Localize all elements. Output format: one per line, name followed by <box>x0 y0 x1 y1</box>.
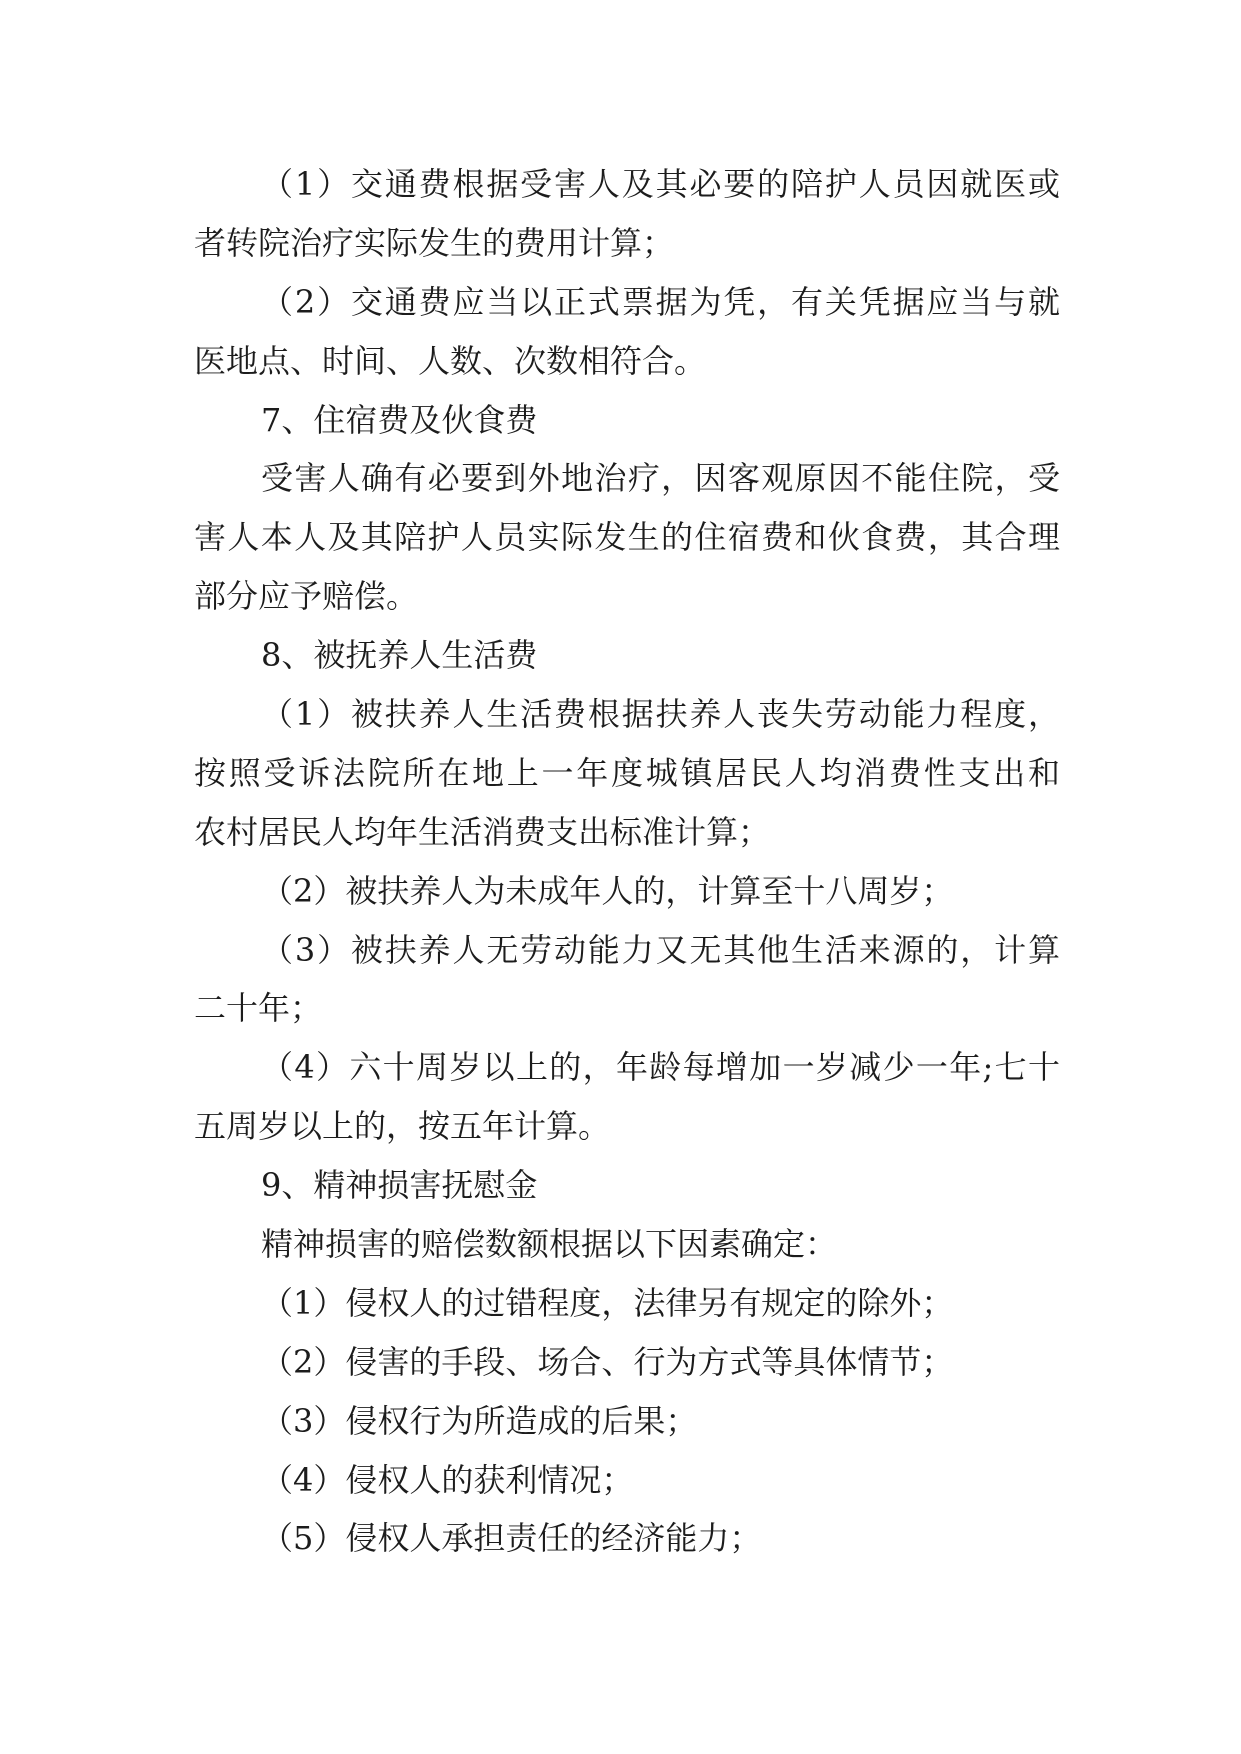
document-page <box>194 155 1060 1568</box>
text-line: （1）被扶养人生活费根据扶养人丧失劳动能力程度， <box>261 695 1060 734</box>
text-line: 害人本人及其陪护人员实际发生的住宿费和伙食费，其合理 <box>194 518 1060 557</box>
text-line: 农村居民人均年生活消费支出标准计算； <box>194 812 771 851</box>
section-heading: 8、被抚养人生活费 <box>261 636 538 675</box>
text-line: （2）交通费应当以正式票据为凭，有关凭据应当与就 <box>261 282 1060 321</box>
text-line: 受害人确有必要到外地治疗，因客观原因不能住院，受 <box>261 459 1060 498</box>
text-line: 者转院治疗实际发生的费用计算； <box>194 223 675 262</box>
text-line: （3）侵权行为所造成的后果； <box>261 1401 698 1440</box>
paragraph-dependant-1 <box>194 685 1060 862</box>
paragraph-dependant-3 <box>194 921 1060 1039</box>
paragraph-mental-damage-5 <box>194 1509 1060 1568</box>
text-line: 按照受诉法院所在地上一年度城镇居民人均消费性支出和 <box>194 753 1060 792</box>
text-line: 医地点、时间、人数、次数相符合。 <box>194 341 707 380</box>
text-line: 精神损害的赔偿数额根据以下因素确定： <box>261 1225 838 1264</box>
text-line: （4）侵权人的获利情况； <box>261 1460 634 1499</box>
paragraph-dependant-2 <box>194 862 1060 921</box>
section-heading: 9、精神损害抚慰金 <box>261 1166 538 1205</box>
paragraph-dependant-4 <box>194 1038 1060 1156</box>
paragraph-transport-fee-2 <box>194 273 1060 391</box>
paragraph-mental-damage-1 <box>194 1274 1060 1333</box>
text-line: （5）侵权人承担责任的经济能力； <box>261 1519 762 1558</box>
text-line: 五周岁以上的，按五年计算。 <box>194 1107 611 1146</box>
text-line: （4）六十周岁以上的，年龄每增加一岁减少一年;七十 <box>261 1048 1060 1087</box>
text-line: 部分应予赔偿。 <box>194 577 419 616</box>
paragraph-accommodation <box>194 449 1060 626</box>
text-line: （2）被扶养人为未成年人的，计算至十八周岁； <box>261 871 954 910</box>
paragraph-mental-damage-4 <box>194 1451 1060 1510</box>
text-line: 二十年； <box>194 989 323 1028</box>
section-heading-mental-damage <box>194 1156 1060 1215</box>
paragraph-transport-fee-1 <box>194 155 1060 273</box>
section-heading-accommodation <box>194 391 1060 450</box>
text-line: （2）侵害的手段、场合、行为方式等具体情节； <box>261 1342 954 1381</box>
text-line: （1）交通费根据受害人及其必要的陪护人员因就医或 <box>261 165 1060 203</box>
paragraph-mental-damage-2 <box>194 1333 1060 1392</box>
text-line: （1）侵权人的过错程度，法律另有规定的除外； <box>261 1283 954 1322</box>
paragraph-mental-damage-3 <box>194 1392 1060 1451</box>
text-line: （3）被扶养人无劳动能力又无其他生活来源的，计算 <box>261 930 1060 969</box>
section-heading-dependant <box>194 626 1060 685</box>
section-heading: 7、住宿费及伙食费 <box>261 400 538 439</box>
paragraph-mental-damage-intro <box>194 1215 1060 1274</box>
